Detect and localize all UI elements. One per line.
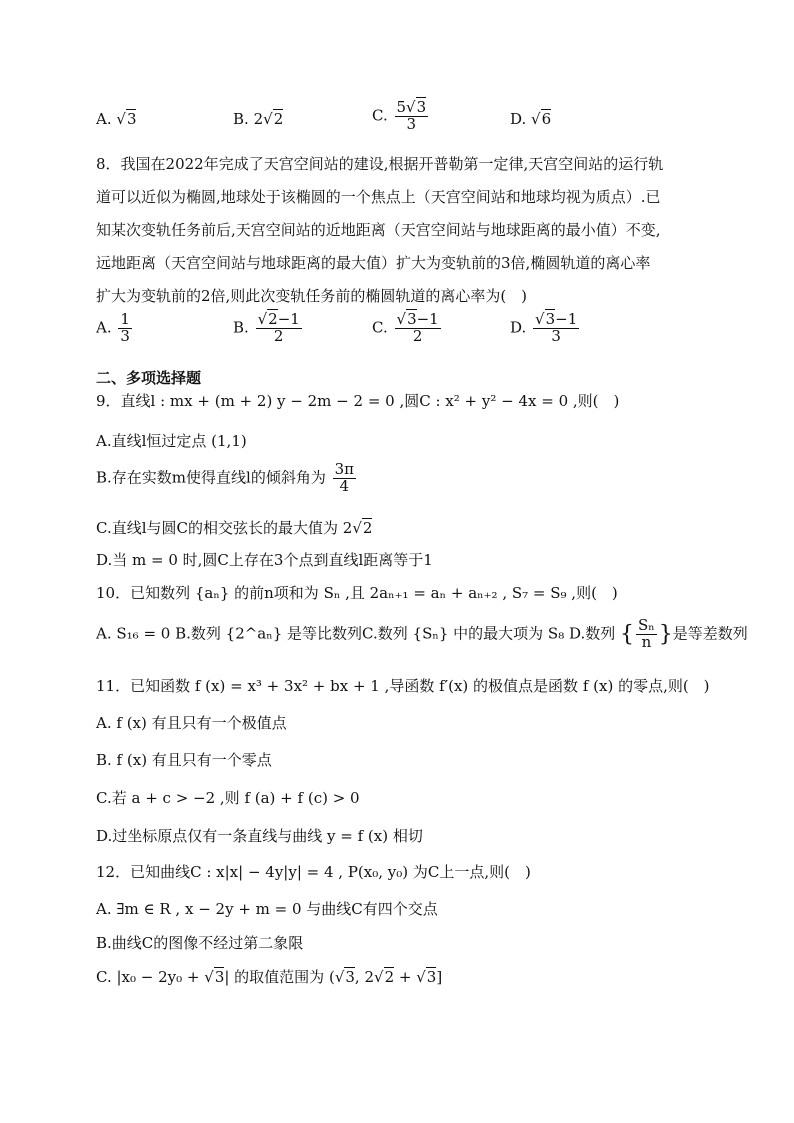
q11-option-b: B. f (x) 有且只有一个零点 — [96, 751, 272, 769]
q11-option-a: A. f (x) 有且只有一个极值点 — [96, 714, 287, 732]
q8-stem-line5: 扩大为变轨前的2倍,则此次变轨任务前的椭圆轨道的离心率为( ) — [96, 287, 528, 305]
q8-option-a: A. $\frac{1}{3}$ — [96, 310, 130, 345]
section-title: 二、多项选择题 — [96, 369, 202, 387]
q12-option-a: A. ∃m ∈ R , x − 2y + m = 0 与曲线C有四个交点 — [96, 900, 438, 918]
q11-stem: 11．已知函数 f (x) = x³ + 3x² + bx + 1 ,导函数 f′(x) 的极值点是函数 f (x) 的零点,则( ) — [96, 677, 710, 695]
q7-option-a: A. √3 — [96, 110, 137, 128]
q12-stem: 12．已知曲线C : x|x| − 4y|y| = 4 , P(x₀, y₀) 为C上一点,则( ) — [96, 863, 531, 881]
q8-stem-line2: 道可以近似为椭圆,地球处于该椭圆的一个焦点上（天宫空间站和地球均视为质点）.已 — [96, 188, 661, 206]
q11-option-d: D.过坐标原点仅有一条直线与曲线 y = f (x) 相切 — [96, 827, 423, 845]
q8-stem-line1: 8．我国在2022年完成了天宫空间站的建设,根据开普勒第一定律,天宫空间站的运行轨 — [96, 155, 664, 173]
q9-option-a: A.直线l恒过定点 (1,1) — [96, 432, 247, 450]
q8-option-c: C. $\frac{√3-1}{2}$ — [372, 310, 439, 345]
q7-option-c: C. $\frac{5√3}{3}$ — [372, 98, 427, 133]
q8-stem-line3: 知某次变轨任务前后,天宫空间站的近地距离（天宫空间站与地球距离的最小值）不变, — [96, 221, 661, 239]
q12-option-b: B.曲线C的图像不经过第二象限 — [96, 934, 304, 952]
q9-stem: 9．直线l : mx + (m + 2) y − 2m − 2 = 0 ,圆C : x² + y² − 4x = 0 ,则( ) — [96, 392, 620, 410]
q12-option-c: C. |x₀ − 2y₀ + √3| 的取值范围为 (√3, 2√2 + √3] — [96, 968, 443, 986]
q9-option-c: C.直线l与圆C的相交弦长的最大值为 2√2 — [96, 519, 373, 537]
q10-options: A. S₁₆ = 0 B.数列 {2^aₙ} 是等比数列C.数列 {Sₙ} 中的最大项为 S₈ D.数列 { $\frac{\text{Sₙ}}{n}$ }是等差数列 — [96, 616, 748, 651]
q10-stem: 10．已知数列 {aₙ} 的前n项和为 Sₙ ,且 2aₙ₊₁ = aₙ + aₙ₊₂ , S₇ = S₉ ,则( ) — [96, 584, 618, 602]
q8-stem-line4: 远地距离（天宫空间站与地球距离的最大值）扩大为变轨前的3倍,椭圆轨道的离心率 — [96, 254, 651, 272]
fraction: $\frac{5√3}{3}$ — [396, 98, 427, 133]
q11-option-c: C.若 a + c > −2 ,则 f (a) + f (c) > 0 — [96, 789, 360, 807]
q8-option-d: D. $\frac{√3-1}{3}$ — [510, 310, 578, 345]
q9-option-d: D.当 m = 0 时,圆C上存在3个点到直线l距离等于1 — [96, 551, 433, 569]
q9-option-b: B.存在实数m使得直线l的倾斜角为 $\frac{3\pi}{4}$ — [96, 460, 355, 495]
q7-option-d: D. √6 — [510, 110, 552, 128]
q7-option-b: B. 2√2 — [233, 110, 284, 128]
q8-option-b: B. $\frac{√2-1}{2}$ — [233, 310, 300, 345]
